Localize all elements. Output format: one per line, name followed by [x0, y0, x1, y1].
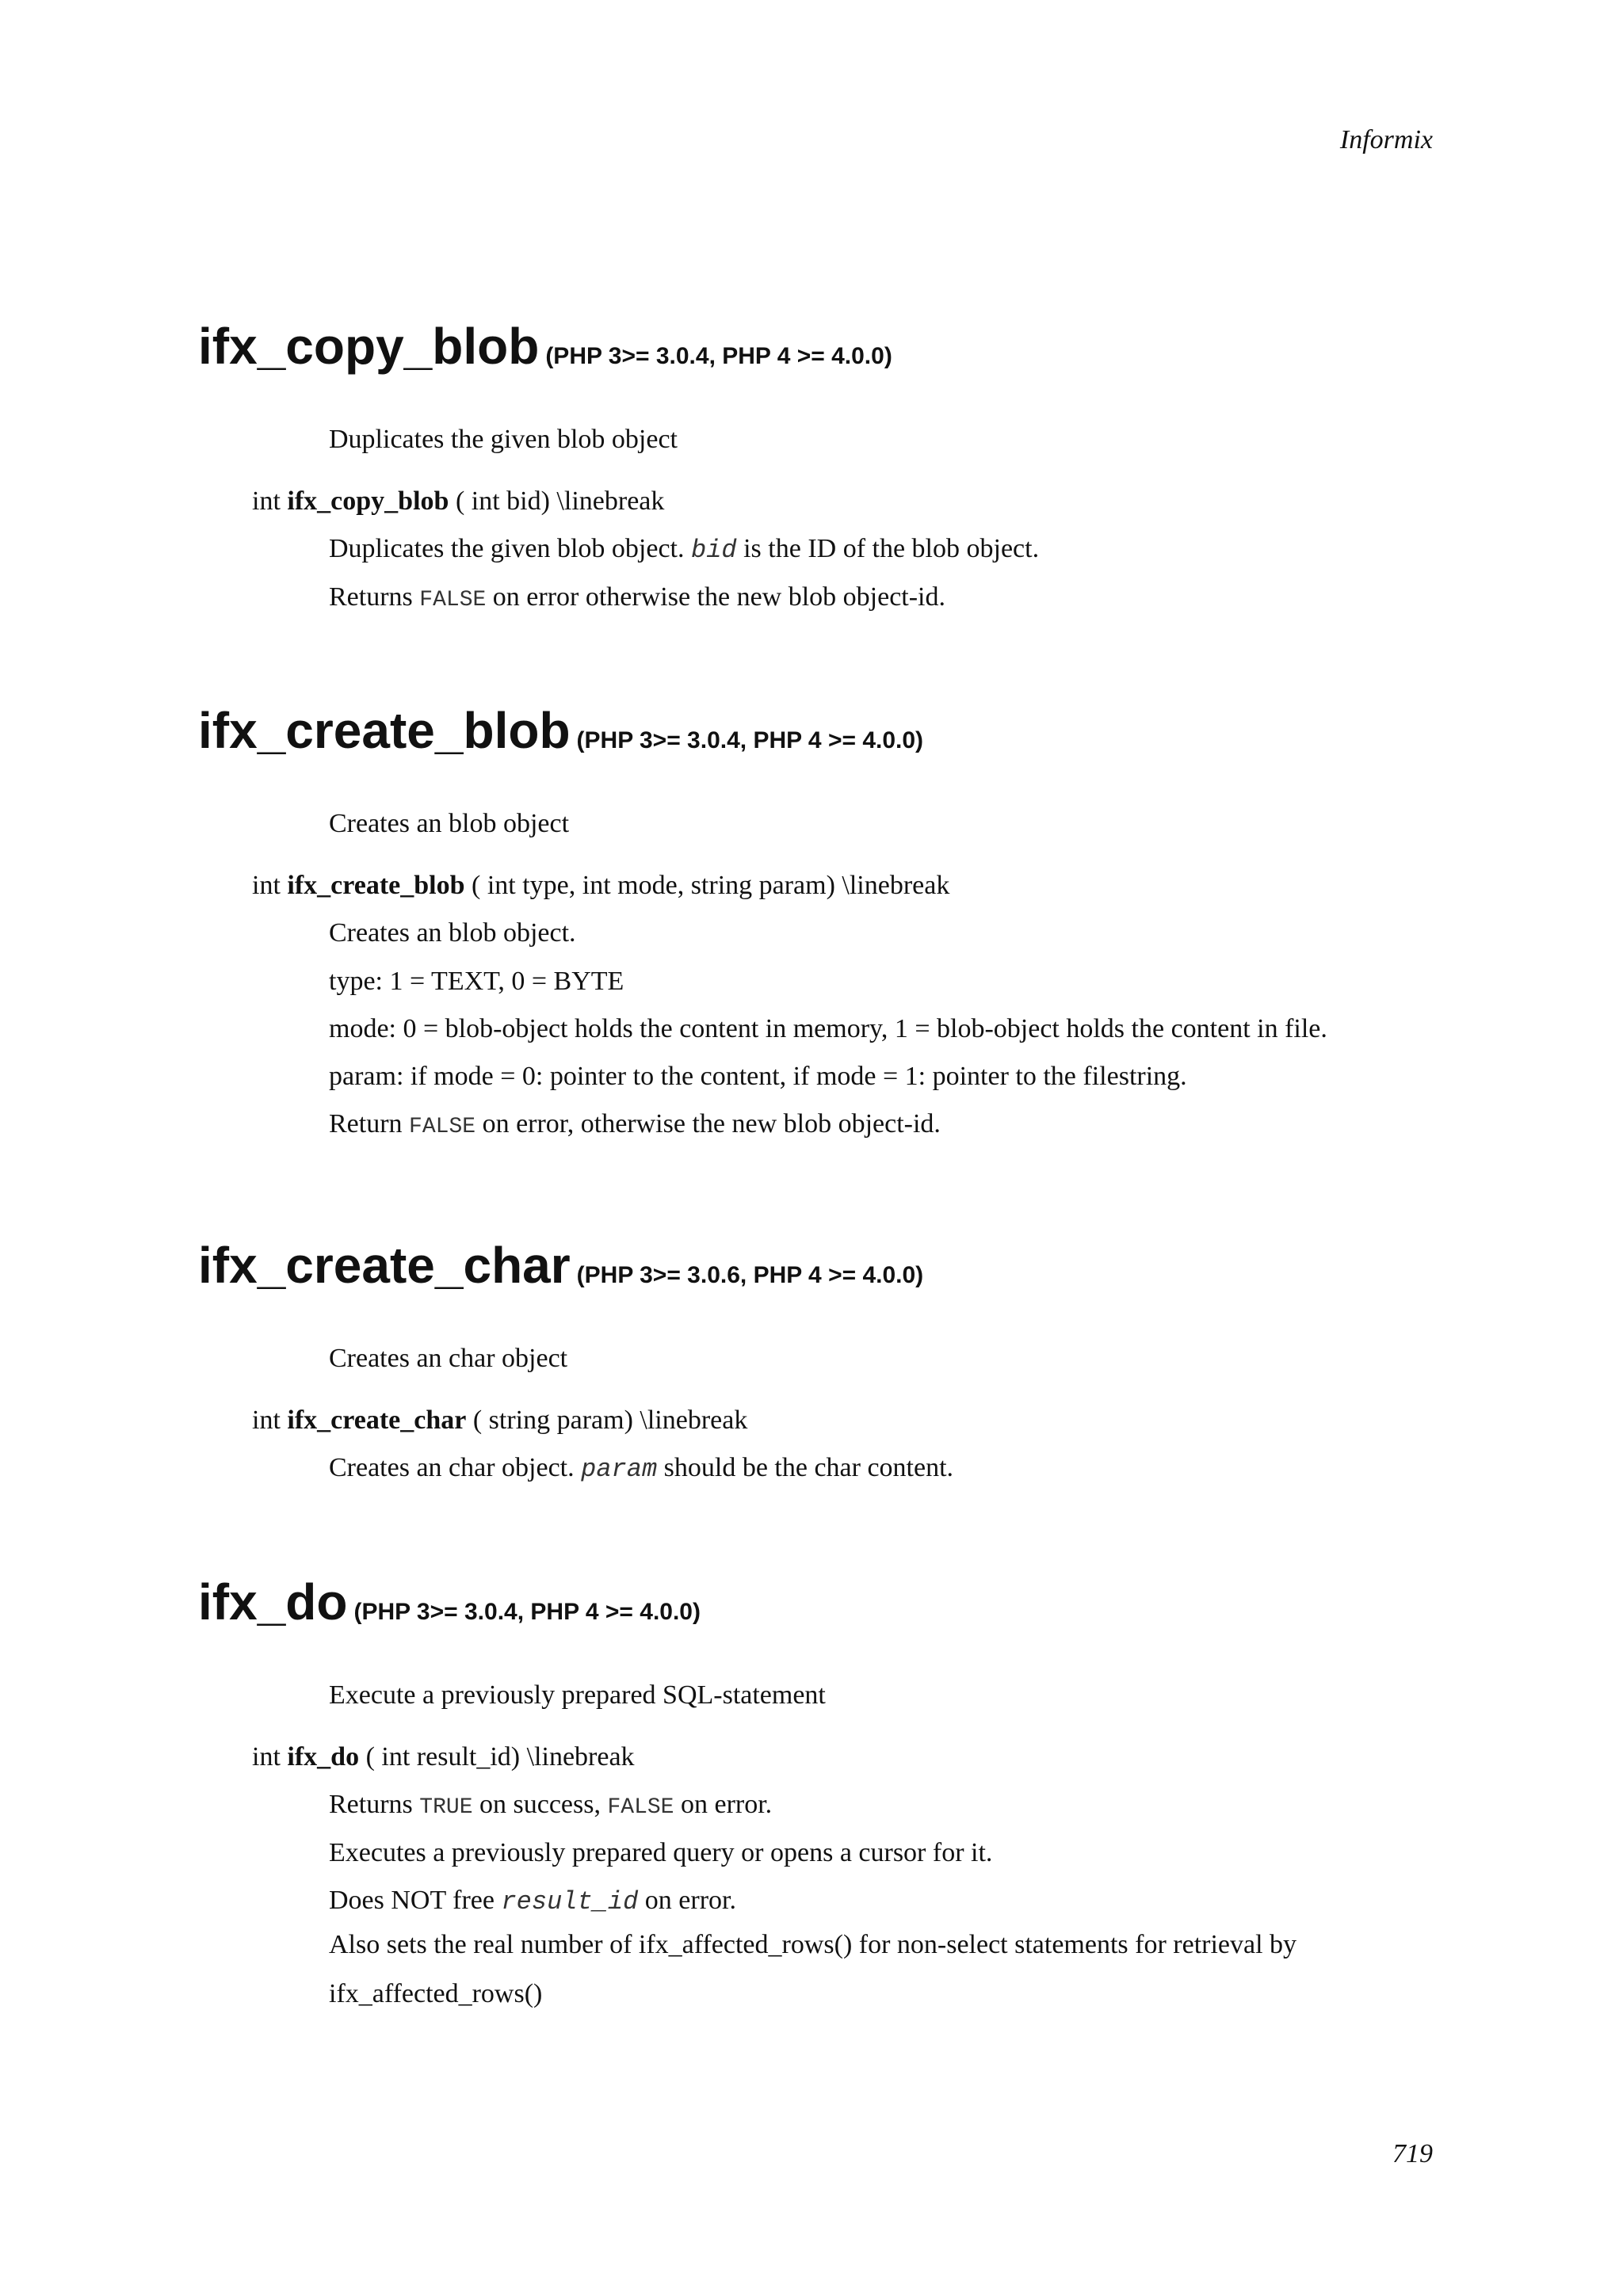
synopsis-arguments: ( int bid) \linebreak [455, 486, 665, 517]
constant: FALSE [419, 587, 487, 612]
text-run: on error. [638, 1885, 736, 1915]
function-description [329, 1787, 1391, 2018]
constant: FALSE [607, 1795, 674, 1821]
running-head: Informix [1339, 125, 1433, 154]
function-entry-ifx-create-char [198, 1237, 1434, 1499]
description-paragraph [329, 1107, 1391, 1142]
function-heading [198, 318, 1434, 375]
function-synopsis [252, 1740, 1434, 1775]
function-synopsis [252, 868, 1434, 903]
text-run: Does NOT free [329, 1885, 502, 1915]
description-paragraph [329, 532, 1391, 567]
php-version: (PHP 3>= 3.0.6, PHP 4 >= 4.0.0) [576, 1262, 924, 1288]
function-description [329, 916, 1391, 1142]
description-paragraph: Also sets the real number of ifx_affected_rows() for non-select statements for retrieval by ifx_affected_rows() [329, 1929, 1297, 2008]
function-synopsis [252, 484, 1434, 519]
return-type: int [252, 486, 281, 517]
description-paragraph: param: if mode = 0: pointer to the content, if mode = 1: pointer to the filestring. [329, 1061, 1187, 1091]
description-paragraph [329, 1787, 1391, 1822]
parameter-name: bid [691, 536, 737, 566]
description-paragraph [329, 1883, 1391, 1919]
text-run: Returns [329, 1790, 420, 1820]
synopsis-function-name: ifx_create_char [287, 1405, 467, 1436]
synopsis-function-name: ifx_do [287, 1742, 360, 1772]
function-name: ifx_do [198, 1573, 348, 1630]
function-purpose: Creates an blob object [329, 809, 570, 838]
function-purpose: Execute a previously prepared SQL-statement [329, 1680, 826, 1710]
function-heading [198, 1573, 1434, 1630]
text-run: on error otherwise the new blob object-id. [486, 582, 946, 612]
function-heading [198, 702, 1434, 759]
function-synopsis [252, 1403, 1434, 1438]
description-paragraph [329, 1451, 1391, 1486]
text-run: Return [329, 1109, 410, 1139]
description-paragraph [329, 580, 1391, 615]
text-run: Duplicates the given blob object. [329, 534, 691, 564]
description-paragraph: type: 1 = TEXT, 0 = BYTE [329, 966, 624, 996]
constant: TRUE [419, 1795, 473, 1821]
synopsis-function-name: ifx_create_blob [287, 871, 465, 901]
text-run: on error, otherwise the new blob object-id. [475, 1109, 941, 1139]
text-run: Creates an char object. [329, 1453, 582, 1483]
text-run: on error. [674, 1790, 773, 1820]
function-purpose: Duplicates the given blob object [329, 425, 678, 454]
function-entry-ifx-do [198, 1573, 1434, 2031]
parameter-name: param [581, 1455, 658, 1485]
description-paragraph: Executes a previously prepared query or opens a cursor for it. [329, 1837, 993, 1867]
synopsis-function-name: ifx_copy_blob [287, 486, 449, 517]
function-name: ifx_create_char [198, 1237, 571, 1294]
php-version: (PHP 3>= 3.0.4, PHP 4 >= 4.0.0) [545, 343, 892, 369]
synopsis-arguments: ( string param) \linebreak [472, 1405, 748, 1436]
php-version: (PHP 3>= 3.0.4, PHP 4 >= 4.0.0) [576, 727, 924, 753]
description-paragraph: mode: 0 = blob-object holds the content in memory, 1 = blob-object holds the content in file. [329, 1013, 1327, 1043]
return-type: int [252, 1742, 281, 1772]
synopsis-arguments: ( int result_id) \linebreak [365, 1742, 635, 1772]
function-heading [198, 1237, 1434, 1294]
php-version: (PHP 3>= 3.0.4, PHP 4 >= 4.0.0) [353, 1599, 701, 1625]
function-entry-ifx-create-blob [198, 702, 1434, 1155]
constant: FALSE [409, 1115, 476, 1140]
function-description [329, 1451, 1391, 1486]
function-description [329, 532, 1391, 615]
text-run: on success, [472, 1790, 608, 1820]
text-run: is the ID of the blob object. [736, 534, 1040, 564]
description-paragraph: Creates an blob object. [329, 918, 576, 948]
text-run: Returns [329, 582, 420, 612]
text-run: should be the char content. [657, 1453, 954, 1483]
return-type: int [252, 1405, 281, 1436]
return-type: int [252, 871, 281, 901]
function-name: ifx_copy_blob [198, 318, 540, 375]
page-number: 719 [1392, 2139, 1433, 2168]
synopsis-arguments: ( int type, int mode, string param) \linebreak [472, 871, 950, 901]
function-entry-ifx-copy-blob [198, 318, 1434, 627]
parameter-name: result_id [501, 1886, 639, 1917]
function-name: ifx_create_blob [198, 702, 571, 759]
function-purpose: Creates an char object [329, 1344, 568, 1373]
